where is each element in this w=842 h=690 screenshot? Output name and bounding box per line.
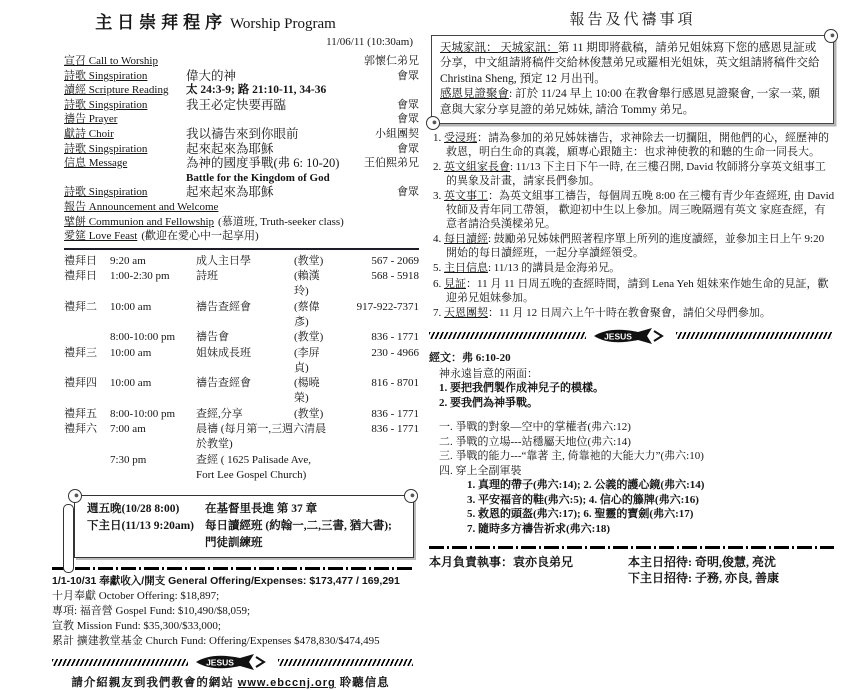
program-person: 會眾 bbox=[397, 142, 419, 155]
item-label: 主日信息 bbox=[444, 262, 488, 275]
website-invite-line bbox=[42, 674, 419, 690]
program-label: 詩歌 Singspiration bbox=[64, 98, 148, 111]
schedule-time: 7:00 am bbox=[110, 422, 146, 435]
schedule-phone bbox=[329, 453, 419, 484]
item-number: 4. bbox=[433, 233, 444, 246]
outline-spacer bbox=[439, 410, 836, 420]
schedule-place: (楊曉榮) bbox=[294, 377, 320, 405]
upcoming-classes-banner bbox=[74, 495, 414, 558]
item-number: 5. bbox=[433, 262, 444, 275]
svg-text:JESUS: JESUS bbox=[205, 657, 234, 668]
prayer-item bbox=[433, 132, 836, 159]
prayer-item bbox=[433, 161, 836, 188]
website-invite-post: 聆聽信息 bbox=[335, 677, 390, 690]
program-row-message bbox=[64, 156, 419, 185]
program-label: 詩歌 Singspiration bbox=[64, 186, 148, 199]
item-label: 受浸班 bbox=[444, 132, 477, 145]
schedule-row bbox=[64, 300, 419, 331]
program-note: (慕道班, Truth-seeker class) bbox=[218, 215, 344, 228]
program-label: 信息 Message bbox=[64, 157, 128, 170]
schedule-time: 9:20 am bbox=[110, 254, 146, 267]
schedule-day: 禮拜二 bbox=[64, 300, 97, 313]
item-number: 1. bbox=[433, 132, 444, 145]
sermon-outline bbox=[439, 367, 836, 537]
item-label: 英文組家長會 bbox=[444, 161, 510, 174]
offering-line: 專項: 福音營 Gospel Fund: $10,490/$8,059; bbox=[52, 605, 251, 618]
family-news-label: 天城家訊： 天城家訊： bbox=[440, 42, 558, 54]
schedule-place: (李屏貞) bbox=[294, 346, 320, 374]
banner-what: 在基督里長進 第 37 章 bbox=[205, 503, 318, 516]
schedule-place: (教堂) bbox=[294, 407, 324, 420]
outline-subpoint: 7. 隨時多方禱告祈求(弗六:18) bbox=[467, 522, 610, 535]
page-title-cn: 主日崇拜程序 bbox=[95, 13, 228, 32]
prayer-item bbox=[433, 262, 836, 276]
program-label: 宣召 Call to Worship bbox=[64, 55, 158, 67]
program-label: 獻詩 Choir bbox=[64, 127, 114, 140]
program-person: 會眾 bbox=[397, 98, 419, 111]
zigzag-decoration bbox=[429, 332, 586, 339]
schedule-time: 8:00-10:00 pm bbox=[110, 331, 176, 344]
weekly-schedule-table bbox=[64, 254, 419, 483]
dashed-divider bbox=[52, 567, 413, 570]
prayer-items-list bbox=[433, 132, 836, 321]
program-person: 會眾 bbox=[397, 69, 419, 82]
outline-point: 2. 要我們為神爭戰。 bbox=[439, 396, 538, 409]
announcements-title: 報告及代禱事項 bbox=[569, 12, 696, 28]
page-title bbox=[12, 8, 419, 33]
item-text: ：為英文組事工禱告，每個周五晚 8:00 在三樓有青少年查經班, 由 David 牧師及青年同工帶領， 歡迎初中生以上參加。周三晚隔週有英文 家庭查經，有意者請洽吳漢樑弟兄。 bbox=[446, 190, 835, 230]
program-person: 會眾 bbox=[397, 113, 419, 126]
schedule-time: 10:00 am bbox=[110, 377, 152, 390]
zigzag-decoration bbox=[278, 659, 414, 666]
program-label: 詩歌 Singspiration bbox=[64, 142, 148, 155]
banner-when: 週五晚(10/28 8:00) bbox=[87, 503, 180, 516]
banner-line: 門徒訓練班 bbox=[205, 537, 263, 550]
thanksgiving-meeting-text: : 訂於 11/24 早上 10:00 在教會舉行感恩見證聚會, 一家一菜, 願意與大家分享見證的弟兄姊妹, 請洽 Tommy 弟兄。 bbox=[440, 88, 821, 116]
program-row bbox=[64, 98, 419, 113]
announcements-column bbox=[421, 0, 842, 595]
zigzag-decoration bbox=[52, 659, 188, 666]
program-row bbox=[64, 215, 419, 230]
program-label: 報告 Announcement and Welcome bbox=[64, 200, 219, 213]
schedule-time: 7:30 pm bbox=[110, 453, 147, 466]
schedule-activity: 禱告查經會 bbox=[196, 300, 251, 313]
outline-subpoint: 1. 真理的帶子(弗六:14); 2. 公義的護心鏡(弗六:14) bbox=[467, 479, 705, 492]
schedule-row bbox=[64, 376, 419, 407]
schedule-phone: 568 - 5918 bbox=[371, 270, 419, 283]
offering-report bbox=[52, 574, 419, 649]
program-row bbox=[64, 185, 419, 200]
outline-subpoint: 5. 救恩的頭盔(弗六:17); 6. 聖靈的寶劍(弗六:17) bbox=[467, 508, 694, 521]
schedule-phone: 230 - 4966 bbox=[371, 346, 419, 359]
schedule-day: 禮拜六 bbox=[64, 422, 97, 435]
thanksgiving-meeting-label: 感恩見證聚會 bbox=[440, 88, 509, 101]
schedule-place: (賴漢玲) bbox=[294, 270, 320, 298]
program-person: 會眾 bbox=[397, 186, 419, 199]
program-row bbox=[64, 229, 419, 244]
item-text: : 11/13 的講員是金海弟兄。 bbox=[488, 262, 621, 275]
schedule-row bbox=[64, 453, 419, 484]
jesus-fish-icon bbox=[592, 327, 670, 345]
schedule-phone: 836 - 1771 bbox=[371, 422, 419, 435]
program-row bbox=[64, 200, 419, 215]
offering-line: 十月奉獻 October Offering: $18,897; bbox=[52, 590, 220, 603]
program-content: 偉大的神 bbox=[186, 68, 237, 83]
sermon-scripture-ref: 經文：弗 6:10-20 bbox=[429, 351, 511, 364]
item-number: 7. bbox=[433, 307, 444, 320]
schedule-time: 10:00 am bbox=[110, 346, 152, 359]
schedule-row bbox=[64, 254, 419, 269]
schedule-row bbox=[64, 330, 419, 345]
offering-total-line: 1/1-10/31 奉獻收入/開支 General Offering/Expenses: $173,477 / 169,291 bbox=[52, 575, 400, 588]
schedule-day: 禮拜四 bbox=[64, 377, 97, 390]
schedule-row bbox=[64, 407, 419, 422]
section-divider bbox=[64, 248, 419, 250]
sermon-title-en: Battle for the Kingdom of God bbox=[186, 171, 330, 184]
offering-line: 宣教 Mission Fund: $35,300/$33,000; bbox=[52, 620, 221, 633]
item-label: 每日讀經 bbox=[444, 233, 488, 246]
family-news-box bbox=[431, 35, 834, 124]
schedule-row bbox=[64, 269, 419, 300]
program-person: 小組團契 bbox=[375, 127, 419, 140]
program-content bbox=[186, 156, 364, 185]
svg-text:JESUS: JESUS bbox=[603, 331, 632, 342]
banner-line bbox=[87, 501, 405, 518]
schedule-phone: 836 - 1771 bbox=[371, 331, 419, 344]
outline-point: 1. 要把我們製作成神兒子的模樣。 bbox=[439, 382, 604, 395]
program-row bbox=[64, 112, 419, 127]
program-content: 起來起來為耶穌 bbox=[186, 141, 274, 156]
outline-point: 四. 穿上全副軍裝 bbox=[439, 464, 522, 477]
program-row bbox=[64, 142, 419, 157]
schedule-day: 禮拜五 bbox=[64, 407, 97, 420]
duty-footer bbox=[429, 554, 836, 586]
program-label: 擘餅 Communion and Fellowship bbox=[64, 215, 215, 228]
outline-point: 三. 爭戰的能力---“靠著 主, 倚靠祂的大能大力”(弗六:10) bbox=[439, 450, 704, 463]
item-number: 2. bbox=[433, 161, 444, 174]
banner-when: 下主日(11/13 9:20am) bbox=[87, 520, 195, 533]
sermon-title-cn: 為神的國度爭戰(弗 6: 10-20) bbox=[186, 156, 340, 171]
schedule-phone: 567 - 2069 bbox=[371, 254, 419, 267]
program-row bbox=[64, 69, 419, 84]
item-text: ：11 月 12 日周六上午十時在教會聚會，請伯父母們參加。 bbox=[488, 307, 771, 320]
program-row bbox=[64, 83, 419, 98]
program-order-list bbox=[64, 54, 419, 244]
church-website-link[interactable]: www.ebccnj.org bbox=[237, 677, 336, 690]
schedule-activity: 姐妹成長班 bbox=[196, 346, 251, 359]
scroll-curl-icon bbox=[426, 116, 440, 130]
outline-point: 一. 爭戰的對象—空中的掌權者(弗六:12) bbox=[439, 421, 631, 434]
item-text: ：11 月 11 日周五晚的查經時間，請到 Lena Yeh 姐妹來作她生命的見証，歡迎弟兄姐妹參加。 bbox=[446, 277, 829, 304]
deacon-on-duty: 本月負責執事：袁亦良弟兄 bbox=[429, 555, 574, 570]
schedule-day: 禮拜三 bbox=[64, 346, 97, 359]
scroll-rod-decoration bbox=[63, 504, 74, 573]
schedule-day bbox=[64, 453, 110, 484]
program-content: 我王必定快要再臨 bbox=[186, 97, 287, 112]
schedule-row bbox=[64, 346, 419, 377]
jesus-fish-divider bbox=[429, 327, 832, 345]
schedule-phone: 836 - 1771 bbox=[371, 407, 419, 420]
item-number: 6. bbox=[433, 277, 444, 290]
zigzag-decoration bbox=[676, 332, 833, 339]
program-label: 禱告 Prayer bbox=[64, 113, 118, 126]
program-content: 起來起來為耶穌 bbox=[186, 185, 274, 200]
item-number: 3. bbox=[433, 190, 444, 203]
prayer-item bbox=[433, 278, 836, 305]
schedule-phone: 816 - 8701 bbox=[371, 377, 419, 390]
outline-point: 二. 爭戰的立場---站穩屬天地位(弗六:14) bbox=[439, 435, 631, 448]
schedule-place: (教堂) bbox=[294, 254, 324, 267]
item-label: 英文事工 bbox=[444, 190, 488, 203]
program-content: 太 24:3-9; 路 21:10-11, 34-36 bbox=[186, 84, 327, 97]
outline-intro: 神永遠旨意的兩面： bbox=[439, 367, 538, 380]
item-label: 天恩團契 bbox=[444, 307, 488, 320]
ushers-this-week: 本主日招待: 奇明,俊慧, 亮沋 bbox=[628, 555, 776, 570]
prayer-item bbox=[433, 233, 836, 260]
item-text: ：請為參加的弟兄姊妹禱告，求神除去一切攔阻，開他們的心，經歷神的救恩，明白生命的真義，願專心跟隨主：也求神使教的和聽的生命一同長大。 bbox=[446, 132, 829, 158]
item-text: : 鼓勵弟兄姊妹們照著程序單上所列的進度讀經，並參加主日上午 9:20 開始的每日讀經班，一起分享讀經領受。 bbox=[446, 233, 825, 259]
schedule-row bbox=[64, 422, 419, 453]
schedule-day bbox=[64, 330, 110, 345]
prayer-item bbox=[433, 307, 836, 321]
program-note: (歡迎在愛心中一起享用) bbox=[141, 230, 259, 243]
schedule-place: (蔡偉彥) bbox=[294, 300, 320, 328]
schedule-activity: 晨禱 (每月第一,三週六清晨於教堂) bbox=[196, 422, 327, 451]
item-text: : 11/13 下主日下午一時, 在三樓召開, David 牧師將分享英文組事工的異象及計畫，請家長們參加。 bbox=[446, 161, 826, 187]
ushers-next-week: 下主日招待: 子務, 亦良, 善康 bbox=[628, 571, 779, 586]
program-label: 愛筵 Love Feast bbox=[64, 230, 138, 243]
program-person: 王伯熙弟兄 bbox=[364, 157, 419, 170]
schedule-activity: 查經,分享 bbox=[196, 407, 243, 420]
page-title-en: Worship Program bbox=[229, 16, 336, 32]
schedule-activity: 詩班 bbox=[196, 270, 218, 283]
program-row bbox=[64, 54, 419, 69]
outline-subpoint: 3. 平安福音的鞋(弗六:5); 4. 信心的籐牌(弗六:16) bbox=[467, 493, 699, 506]
banner-line bbox=[87, 518, 405, 535]
schedule-activity: 查經 ( 1625 Palisade Ave, Fort Lee Gospel Church) bbox=[196, 453, 311, 481]
program-person: 郭懷仁弟兄 bbox=[364, 55, 419, 67]
offering-line: 累計 擴建教堂基金 Church Fund: Offering/Expenses $478,830/$474,495 bbox=[52, 635, 380, 648]
jesus-fish-icon bbox=[194, 653, 272, 671]
program-label: 詩歌 Singspiration bbox=[64, 69, 148, 82]
website-invite-pre: 請介紹親友到我們教會的網站 bbox=[71, 677, 238, 690]
schedule-place: (教堂) bbox=[294, 331, 324, 344]
item-label: 見証 bbox=[444, 277, 466, 290]
program-row bbox=[64, 127, 419, 142]
schedule-time: 8:00-10:00 pm bbox=[110, 407, 176, 420]
scroll-curl-icon bbox=[68, 489, 82, 503]
program-content: 我以禱告來到你眼前 bbox=[186, 126, 299, 141]
banner-what: 每日讀經班 (約翰一,二,三書, 猶大書); bbox=[205, 520, 392, 533]
family-news-text: 第 11 期即將截稿，請弟兄姐妹寫下您的感恩見証或分享，中文組請將稿件交給林俊慧弟兄或羅相光姐妹，英文組請將稿件交給 Christina Sheng, 預定 12 月出刊。 bbox=[440, 42, 820, 85]
schedule-time: 1:00-2:30 pm bbox=[110, 270, 170, 283]
service-date: 11/06/11 (10:30am) bbox=[326, 36, 413, 48]
schedule-day: 禮拜日 bbox=[64, 270, 97, 283]
prayer-item bbox=[433, 190, 836, 231]
scroll-curl-icon bbox=[404, 489, 418, 503]
schedule-time: 10:00 am bbox=[110, 300, 152, 313]
schedule-day: 禮拜日 bbox=[64, 254, 97, 267]
dashed-divider bbox=[429, 546, 834, 549]
schedule-activity: 成人主日學 bbox=[196, 254, 251, 267]
ushers-block bbox=[628, 554, 836, 586]
jesus-fish-divider bbox=[52, 653, 413, 671]
schedule-phone: 917-922-7371 bbox=[356, 300, 419, 313]
schedule-activity: 禱告會 bbox=[196, 331, 229, 344]
scroll-curl-icon bbox=[824, 29, 838, 43]
program-label: 讀經 Scripture Reading bbox=[64, 84, 169, 97]
schedule-activity: 禱告查經會 bbox=[196, 377, 251, 390]
